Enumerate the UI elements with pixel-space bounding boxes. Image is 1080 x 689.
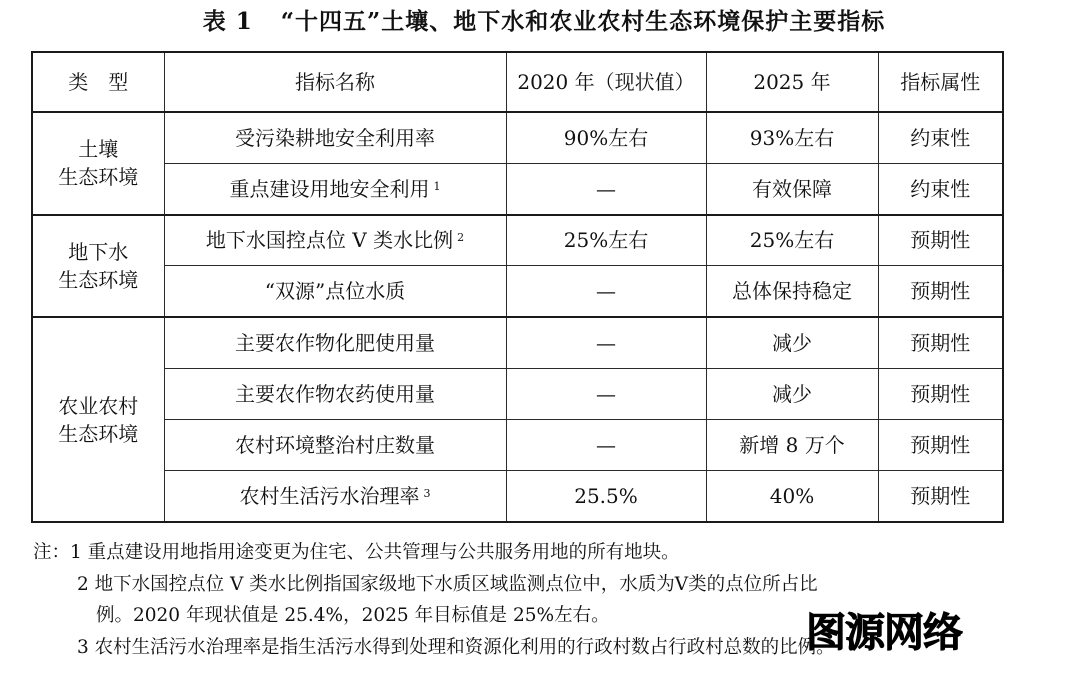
value-2020-cell: —	[506, 317, 706, 368]
category-line-1: 农业农村	[58, 393, 139, 418]
indicator-name: 受污染耕地安全利用率	[235, 125, 435, 150]
attribute-cell: 预期性	[878, 420, 1003, 471]
header-indicator-name: 指标名称	[164, 52, 506, 112]
indicator-name-cell	[164, 317, 506, 368]
value-2020-cell: 90%左右	[506, 112, 706, 163]
table-title	[0, 3, 1080, 36]
value-2025-cell: 40%	[706, 471, 878, 522]
category-line-2: 生态环境	[58, 165, 139, 190]
table-row	[32, 420, 1003, 471]
indicator-name: 主要农作物化肥使用量	[235, 330, 435, 355]
table-number: 表 1	[202, 8, 253, 35]
attribute-cell: 预期性	[878, 215, 1003, 266]
table-header-row	[32, 52, 1003, 112]
value-2025-cell: 93%左右	[706, 112, 878, 163]
table-row	[32, 317, 1003, 368]
footnote-ref: 3	[423, 487, 431, 501]
table-row	[32, 163, 1003, 214]
footnote-ref: 1	[433, 179, 441, 193]
value-2020-cell: 25.5%	[506, 471, 706, 522]
attribute-cell: 约束性	[878, 163, 1003, 214]
attribute-cell: 预期性	[878, 471, 1003, 522]
value-2020-cell: —	[506, 163, 706, 214]
table-row	[32, 266, 1003, 317]
table-title-text: “十四五”土壤、地下水和农业农村生态环境保护主要指标	[280, 8, 886, 35]
header-category: 类 型	[32, 52, 164, 112]
attribute-cell: 预期性	[878, 368, 1003, 419]
category-line-2: 生态环境	[58, 267, 139, 292]
value-2020-cell: —	[506, 368, 706, 419]
indicator-name: 农村环境整治村庄数量	[235, 433, 435, 458]
indicator-name-cell	[164, 368, 506, 419]
attribute-cell: 约束性	[878, 112, 1003, 163]
value-2025-cell: 25%左右	[706, 215, 878, 266]
value-2020-cell: —	[506, 420, 706, 471]
header-attribute: 指标属性	[878, 52, 1003, 112]
group-soil	[32, 112, 1003, 215]
indicator-name-cell	[164, 215, 506, 266]
footnote-1: 注：1 重点建设用地指用途变更为住宅、公共管理与公共服务用地的所有地块。	[33, 542, 680, 563]
category-line-2: 生态环境	[58, 421, 139, 446]
value-2025-cell: 减少	[706, 368, 878, 419]
indicator-name-cell	[164, 266, 506, 317]
indicator-name-cell	[164, 112, 506, 163]
table-row	[32, 215, 1003, 266]
indicator-name-cell	[164, 420, 506, 471]
header-2020: 2020 年（现状值）	[506, 52, 706, 112]
value-2020-cell: —	[506, 266, 706, 317]
footnote-3: 3 农村生活污水治理率是指生活污水得到处理和资源化利用的行政村数占行政村总数的比例。	[77, 636, 835, 658]
value-2025-cell: 新增 8 万个	[706, 420, 878, 471]
indicator-table	[31, 51, 1004, 523]
footnote-2-line-2: 例。2020 年现状值是 25.4%，2025 年目标值是 25%左右。	[96, 605, 610, 626]
footnote-2-line-1: 2 地下水国控点位 V 类水比例指国家级地下水质区域监测点位中，水质为V类的点位所占比	[77, 573, 818, 595]
indicator-name: 农村生活污水治理率	[239, 484, 420, 509]
source-watermark: 图源网络	[806, 610, 962, 656]
indicator-name: 主要农作物农药使用量	[235, 381, 435, 406]
category-line-1: 地下水	[68, 239, 129, 264]
indicator-name: 重点建设用地安全利用	[229, 176, 430, 201]
group-agriculture	[32, 317, 1003, 522]
value-2025-cell: 减少	[706, 317, 878, 368]
table-row	[32, 368, 1003, 419]
value-2025-cell: 总体保持稳定	[706, 266, 878, 317]
category-cell	[32, 317, 164, 522]
header-2025: 2025 年	[706, 52, 878, 112]
indicator-name-cell	[164, 163, 506, 214]
value-2020-cell: 25%左右	[506, 215, 706, 266]
attribute-cell: 预期性	[878, 317, 1003, 368]
category-line-1: 土壤	[78, 137, 119, 162]
footnote-ref: 2	[457, 231, 465, 245]
table-row	[32, 471, 1003, 522]
table-row	[32, 112, 1003, 163]
indicator-name: 地下水国控点位 V 类水比例	[205, 228, 454, 253]
group-groundwater	[32, 215, 1003, 318]
attribute-cell: 预期性	[878, 266, 1003, 317]
category-cell	[32, 112, 164, 215]
indicator-name: “双源”点位水质	[264, 279, 406, 304]
value-2025-cell: 有效保障	[706, 163, 878, 214]
category-cell	[32, 215, 164, 318]
indicator-name-cell	[164, 471, 506, 522]
